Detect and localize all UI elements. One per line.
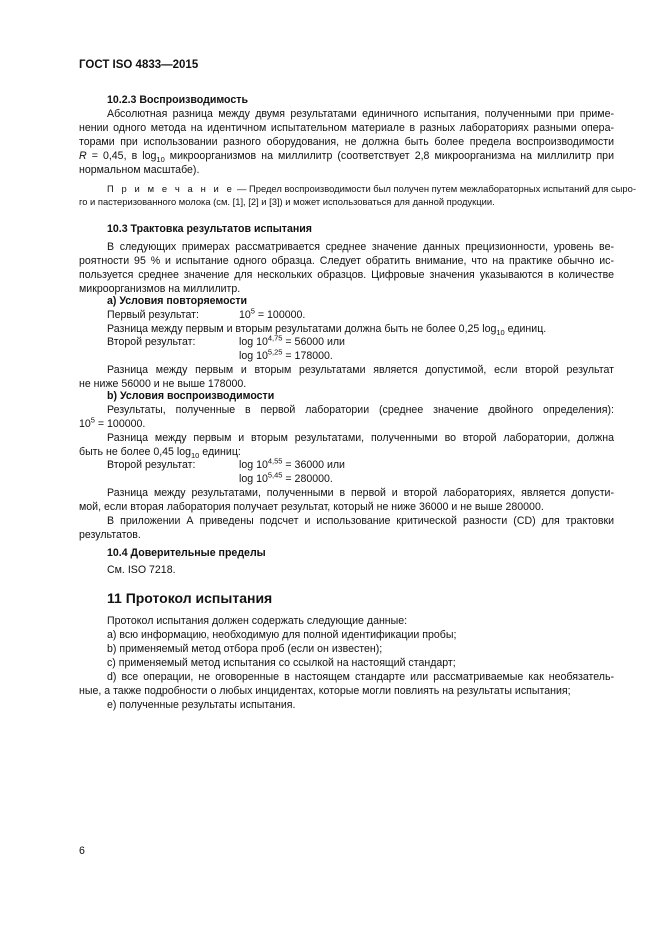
value: $\log 10^{5,45} = 280000$. [239,470,333,485]
paragraph-line: нормальном масштабе). [79,164,200,176]
paragraph-line: В следующих примерах рассматривается среднее значение данных прецизионности, уровень ве- [107,241,614,253]
paragraph-line: См. ISO 7218. [107,564,176,576]
section-11-title: 11 Протокол испытания [107,590,273,606]
section-10-4-title: 10.4 Доверительные пределы [107,547,266,559]
list-item-continuation: ные, а также подробности о любых инцидентах, которые могли повлиять на результаты испытания; [79,685,571,697]
paragraph-line: результатов. [79,529,141,541]
note-label: П р и м е ч а н и е [107,183,235,194]
section-10-2-3-title: 10.2.3 Воспроизводимость [107,94,248,106]
document-header: ГОСТ ISO 4833—2015 [79,59,199,71]
subsection-a-title: a) Условия повторяемости [107,295,248,307]
paragraph-line: Разница между первым и вторым результатами, полученными во второй лаборатории, должна [107,432,614,444]
label: Второй результат: [107,336,196,348]
list-item: d) все операции, не оговоренные в настоящем стандарте или рассматриваемые как необязатель- [107,671,614,683]
paragraph-line: Абсолютная разница между двумя результатами единичного испытания, полученными при приме- [107,108,614,120]
list-item: a) всю информацию, необходимую для полной идентификации пробы; [107,629,457,641]
text: микроорганизмов на миллилитр (соответствует 2,8 микроорганизма на миллилитр при [164,150,614,162]
paragraph-line: роятности 95 % и испытание одного образца. Следует обратить внимание, что на практике обычно ис- [79,255,614,267]
paragraph-line: торами при использовании разного оборудования, не должна быть более предела воспроизводимости [79,136,614,148]
paragraph-line: Результаты, полученные в первой лаборатории (среднее значение двойного определения): [107,404,614,416]
list-item: b) применяемый метод отбора проб (если он известен); [107,643,383,655]
var-r: R [79,150,87,162]
note-text: — Предел воспроизводимости был получен путем межлабораторных испытаний для сыро- [234,183,636,194]
value: $10^5 = 100000$. [239,306,306,321]
paragraph-line-formula [79,149,614,163]
value: $\log 10^{4,75} = 56000$ или [239,333,345,348]
paragraph-line: Протокол испытания должен содержать следующие данные: [107,615,408,627]
paragraph-line: Разница между результатами, полученными в первой и второй лабораториях, является допусти- [107,487,614,499]
list-item: c) применяемый метод испытания со ссылкой на настоящий стандарт; [107,657,456,669]
section-10-3-title: 10.3 Трактовка результатов испытания [107,223,312,235]
paragraph-line: не ниже 56000 и не выше 178000. [79,378,247,390]
value: $\log 10^{4,55} = 36000$ или [239,456,345,471]
b-second-result-row [79,458,614,472]
note-line: го и пастеризованного молока (см. [1], [2] и [3]) и может использоваться для данной продукции. [79,196,495,207]
paragraph-line: Разница между первым и вторым результатами является допустимой, если второй результат [107,364,614,376]
paragraph-line: $10^5 = 100000$. [79,415,146,430]
paragraph-line: микроорганизмов на миллилитр. [79,283,241,295]
paragraph-line: быть не более 0,45 $\log_{10}$ единиц: [79,446,241,461]
paragraph-line: пользуется среднее значение для нескольких образцов. Цифровые значения указываются в количестве [79,269,614,281]
paragraph-line: мой, если вторая лаборатория получает результат, который не ниже 36000 и не выше 280000. [79,501,544,513]
value: $\log 10^{5,25} = 178000$. [239,347,333,362]
label: Первый результат: [107,309,199,321]
subsection-b-title: b) Условия воспроизводимости [107,390,275,402]
note-line [107,182,636,196]
list-item: e) полученные результаты испытания. [107,699,296,711]
label: Второй результат: [107,459,196,471]
a-first-result-row [79,308,614,322]
a-second-result-row [79,335,614,349]
paragraph-line: нении одного метода на идентичном испытательном материале в разных лабораториях разными опера- [79,122,614,134]
b-second-result-row-2 [79,472,614,486]
paragraph-line: Разница между первым и вторым результатами должна быть не более 0,25 $\log_{10}$ единиц. [107,323,547,338]
subscript: 10 [156,155,165,165]
a-second-result-row-2 [79,349,614,363]
page-number: 6 [79,845,85,857]
paragraph-line: В приложении А приведены подсчет и использование критической разности (CD) для трактовки [107,515,614,527]
text: = 0,45, в log [86,150,157,162]
